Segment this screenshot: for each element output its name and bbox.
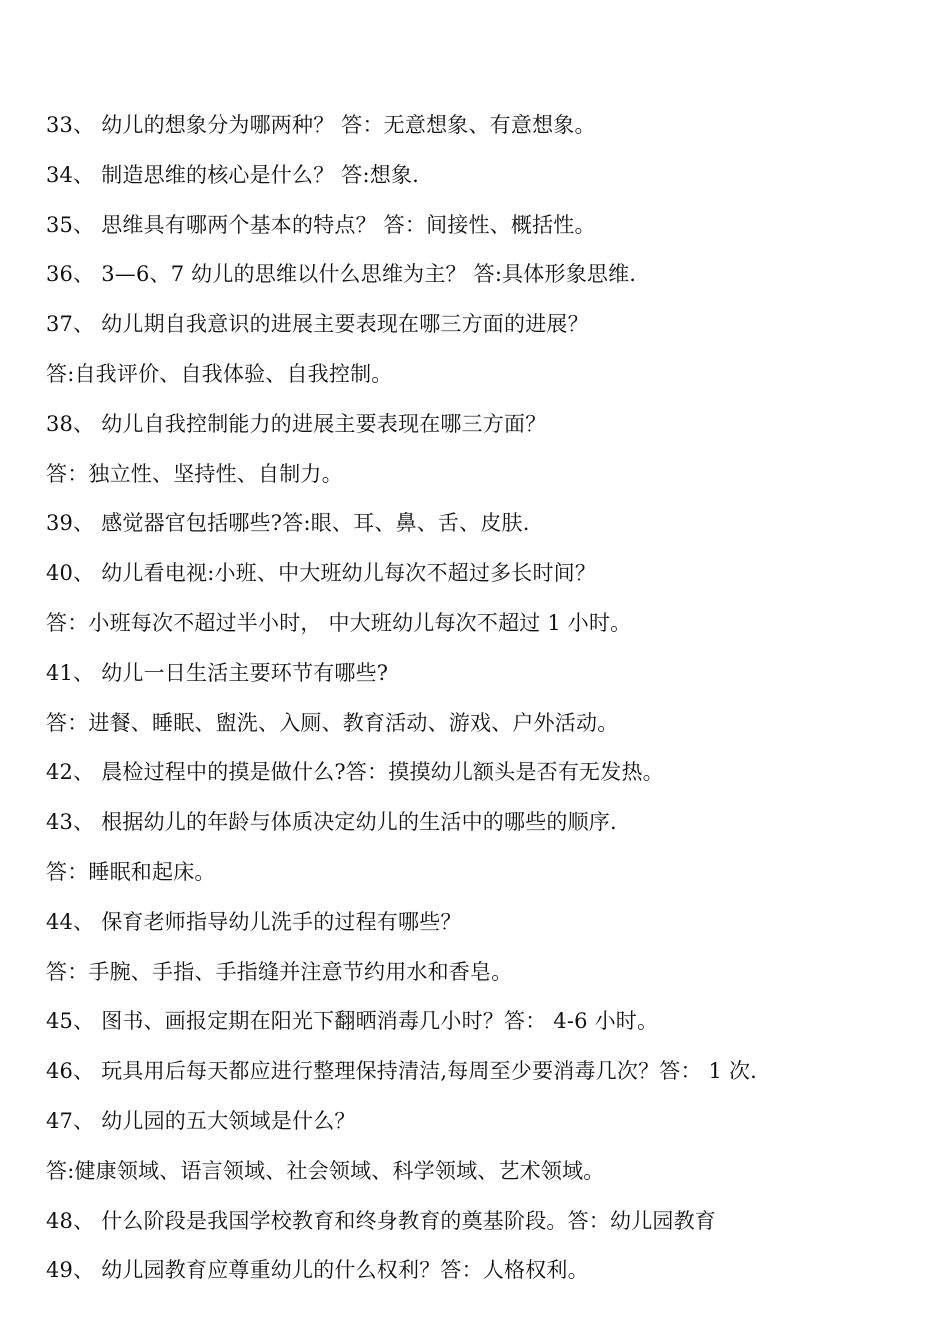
text-line-a41: 答：进餐、睡眠、盥洗、入厕、教育活动、游戏、户外活动。	[46, 710, 619, 735]
text-line-q35: 35、 思维具有哪两个基本的特点？ 答：间接性、概括性。	[46, 212, 596, 237]
text-line-q43: 43、 根据幼儿的年龄与体质决定幼儿的生活中的哪些的顺序.	[46, 810, 617, 835]
text-line-q36: 36、 3—6、7 幼儿的思维以什么思维为主？ 答:具体形象思维.	[46, 262, 637, 287]
text-line-q49: 49、 幼儿园教育应尊重幼儿的什么权利？答：人格权利。	[46, 1258, 589, 1283]
text-line-q46: 46、 玩具用后每天都应进行整理保持清洁,每周至少要消毒几次？答： 1 次.	[46, 1059, 758, 1084]
text-line-q48: 48、 什么阶段是我国学校教育和终身教育的奠基阶段。答：幼儿园教育	[46, 1208, 716, 1233]
text-line-a47: 答:健康领域、语言领域、社会领域、科学领域、艺术领域。	[46, 1158, 605, 1183]
text-line-q39: 39、 感觉器官包括哪些?答:眼、耳、鼻、舌、皮肤.	[46, 511, 530, 536]
text-line-q37: 37、 幼儿期自我意识的进展主要表现在哪三方面的进展？	[46, 312, 589, 337]
text-line-q42: 42、 晨检过程中的摸是做什么?答：摸摸幼儿额头是否有无发热。	[46, 760, 664, 785]
text-line-a43: 答：睡眠和起床。	[46, 859, 216, 884]
text-line-q33: 33、 幼儿的想象分为哪两种？ 答：无意想象、有意想象。	[46, 113, 596, 137]
text-line-q34: 34、 制造思维的核心是什么？ 答:想象.	[46, 162, 420, 187]
text-line-a40: 答：小班每次不超过半小时， 中大班幼儿每次不超过 1 小时。	[46, 610, 632, 635]
qa-text-block	[46, 101, 926, 1296]
text-line-a37: 答:自我评价、自我体验、自我控制。	[46, 361, 393, 386]
text-line-q40: 40、 幼儿看电视:小班、中大班幼儿每次不超过多长时间？	[46, 561, 597, 586]
text-line-a38: 答：独立性、坚持性、自制力。	[46, 461, 343, 486]
text-line-q47: 47、 幼儿园的五大领域是什么？	[46, 1108, 356, 1133]
text-line-a44: 答：手腕、手指、手指缝并注意节约用水和香皂。	[46, 959, 513, 984]
text-line-q41: 41、 幼儿一日生活主要环节有哪些?	[46, 660, 389, 685]
text-line-q38: 38、 幼儿自我控制能力的进展主要表现在哪三方面？	[46, 411, 547, 436]
text-line-q45: 45、 图书、画报定期在阳光下翻晒消毒几小时？答： 4-6 小时。	[46, 1009, 659, 1034]
text-line-q44: 44、 保育老师指导幼儿洗手的过程有哪些？	[46, 909, 462, 934]
